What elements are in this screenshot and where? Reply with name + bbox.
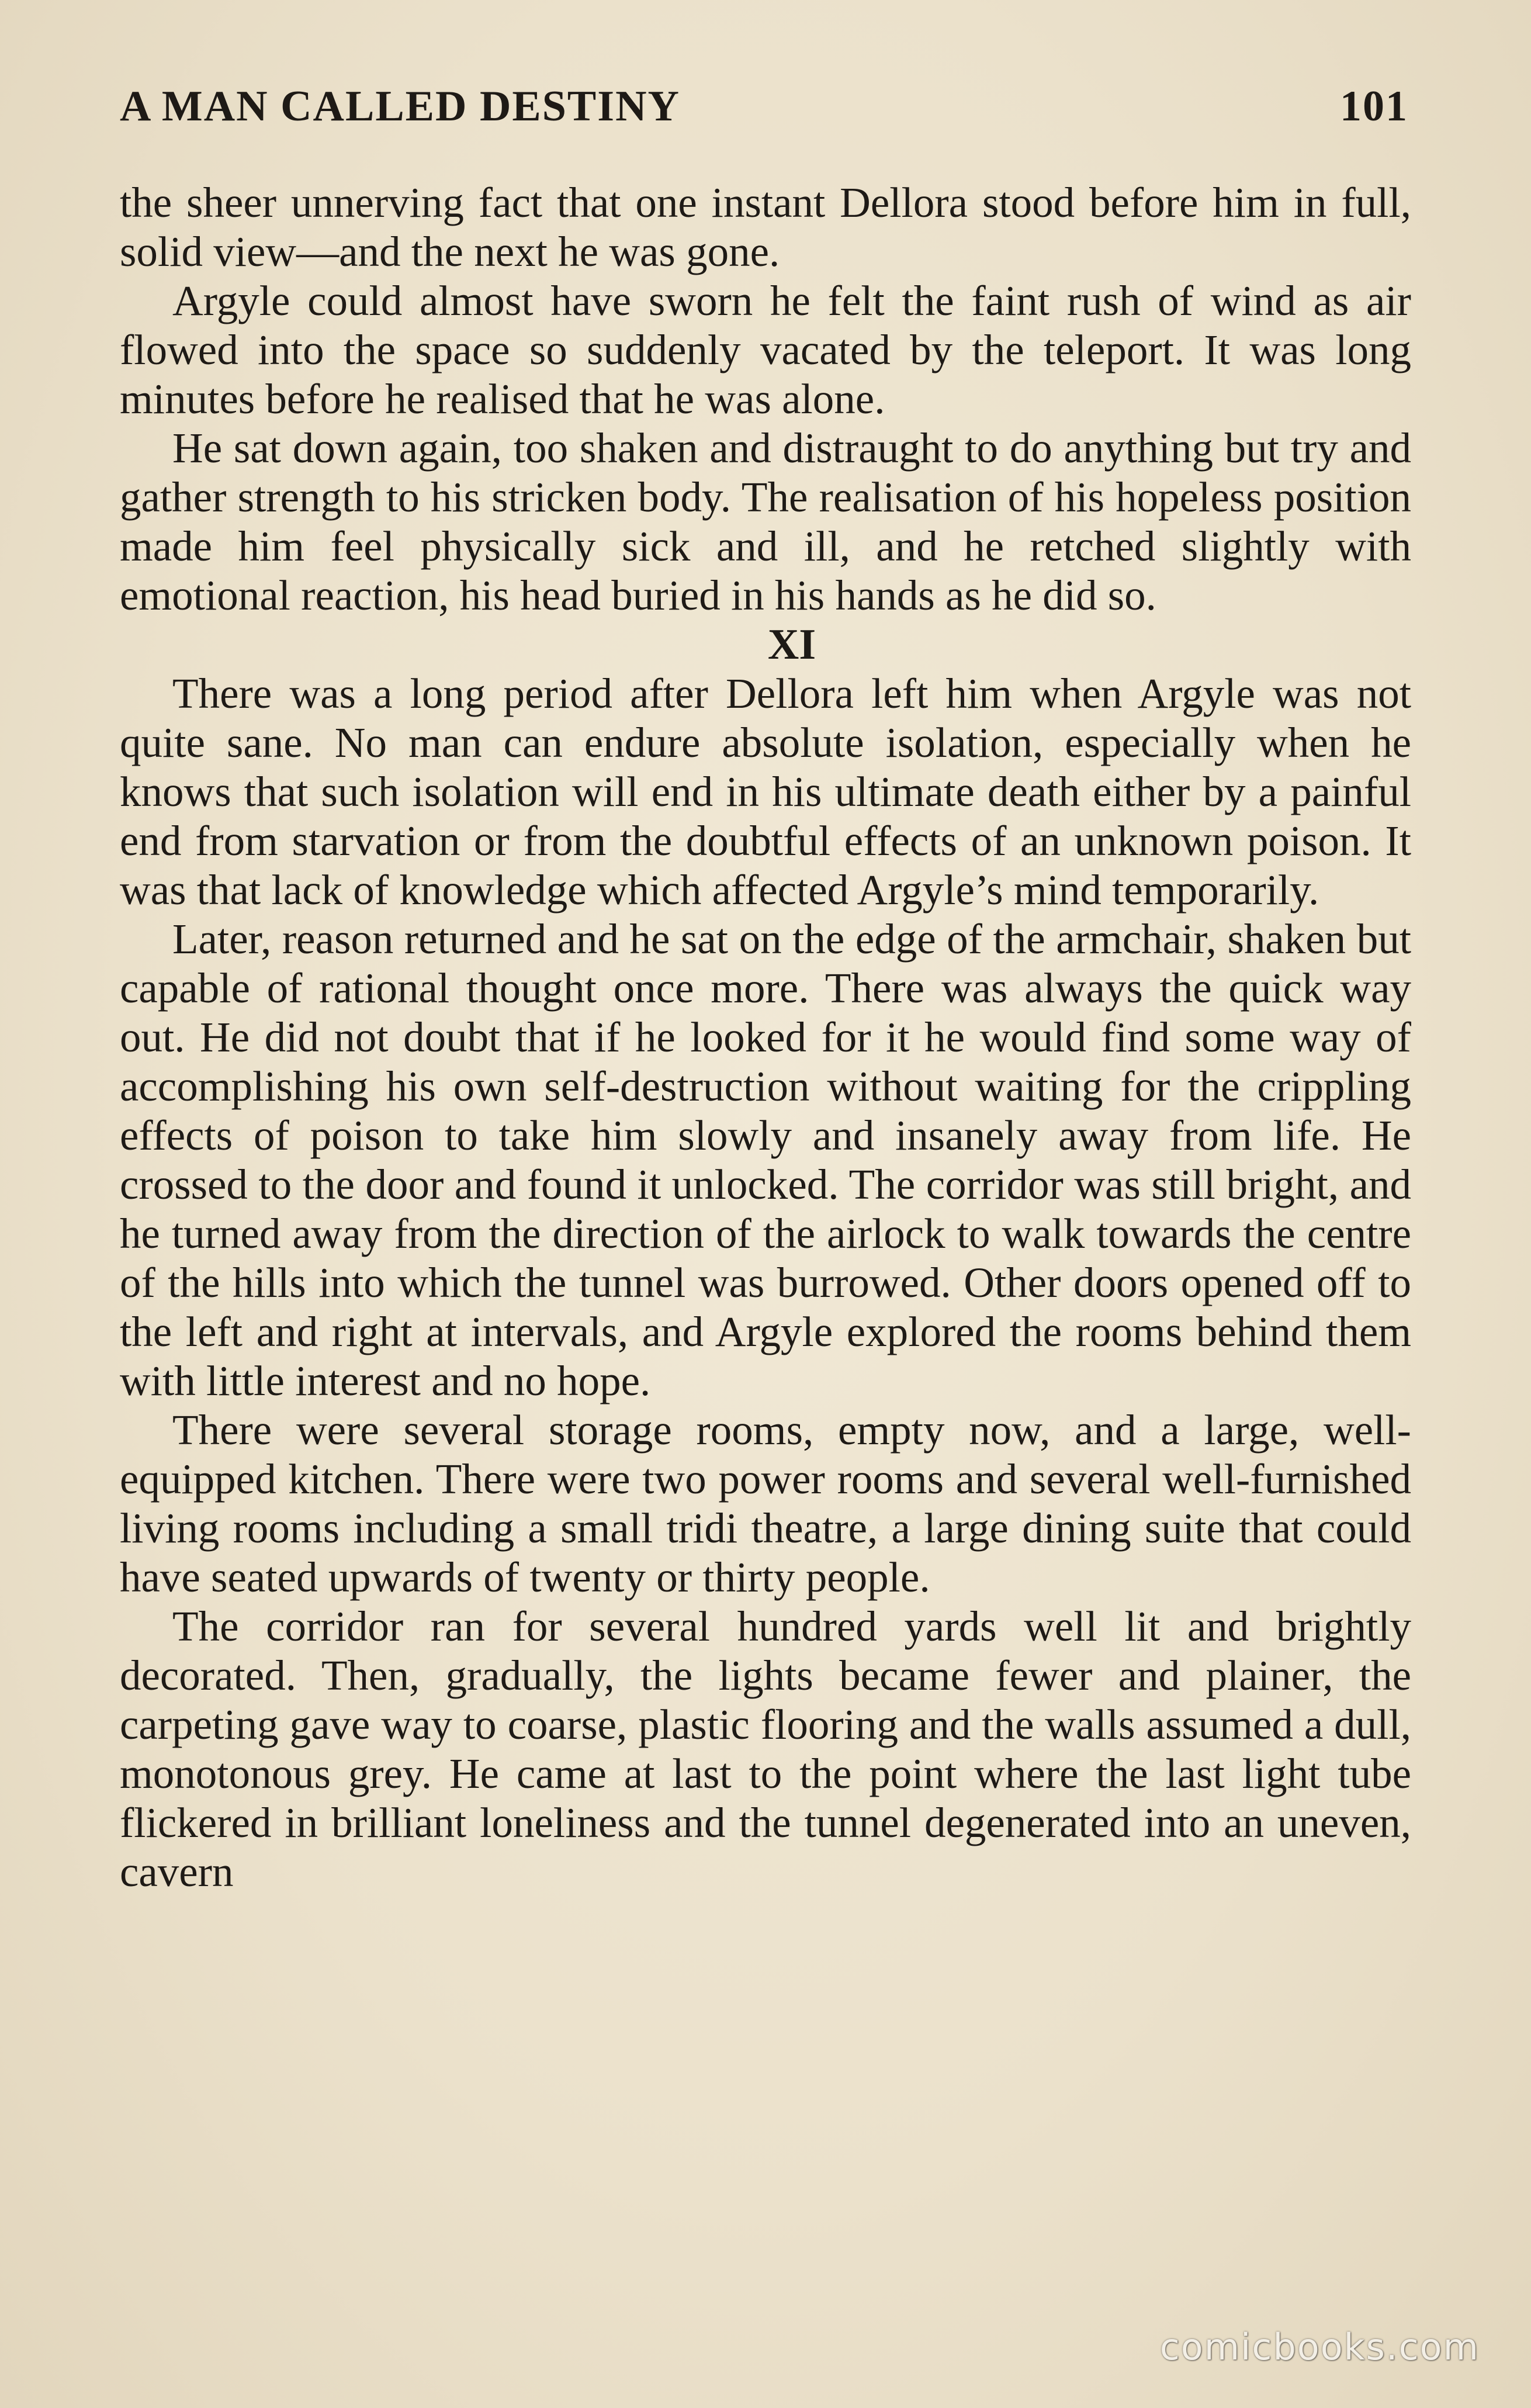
running-title: A MAN CALLED DESTINY <box>120 82 680 130</box>
chapter-heading: XI <box>767 621 816 669</box>
paragraph: The corridor ran for several hundred yards well lit and brightly decorated. Then, gradually, the lights became fewer and plainer, the carpeting gave way to coarse, plastic flooring and the walls assumed a dull, monotonous grey. He came at last to the point where the last light tube flickered in brilliant loneliness and the tunnel degenerated into an uneven, cavern <box>120 1603 1411 1895</box>
paragraph: He sat down again, too shaken and distraught to do anything but try and gather strength to his stricken body. The realisation of his hopeless position made him feel physically sick and ill, and he retched slightly with emotional reaction, his head buried in his hands as he did so. <box>120 424 1411 619</box>
paragraph: There was a long period after Dellora left him when Argyle was not quite sane. No man can endure absolute isolation, especially when he knows that such isolation will end in his ultimate death either by a painful end from starvation or from the doubtful effects of an unknown poison. It was that lack of knowledge which affected Argyle’s mind temporarily. <box>120 670 1411 914</box>
body-text <box>120 178 1411 1897</box>
paragraph: There were several storage rooms, empty now, and a large, well-equipped kitchen. There were two power rooms and several well-furnished living rooms including a small tridi theatre, a large dining suite that could have seated upwards of twenty or thirty people. <box>120 1406 1411 1601</box>
paragraph: Later, reason returned and he sat on the edge of the armchair, shaken but capable of rational thought once more. There was always the quick way out. He did not doubt that if he looked for it he would find some way of accomplishing his own self-destruction without waiting for the crippling effects of poison to take him slowly and insanely away from life. He crossed to the door and found it unlocked. The corridor was still bright, and he turned away from the direction of the airlock to walk towards the centre of the hills into which the tunnel was burrowed. Other doors opened off to the left and right at intervals, and Argyle explored the rooms behind them with little interest and no hope. <box>120 915 1411 1404</box>
paragraph: Argyle could almost have sworn he felt the faint rush of wind as air flowed into the space so suddenly vacated by the teleport. It was long minutes before he realised that he was alone. <box>120 277 1411 423</box>
paragraph-continued: the sheer unnerving fact that one instant Dellora stood before him in full, solid view—and the next he was gone. <box>120 179 1411 275</box>
running-head <box>120 82 1408 140</box>
watermark: comicbooks.com <box>1159 2326 1480 2368</box>
page-number: 101 <box>1340 82 1408 130</box>
